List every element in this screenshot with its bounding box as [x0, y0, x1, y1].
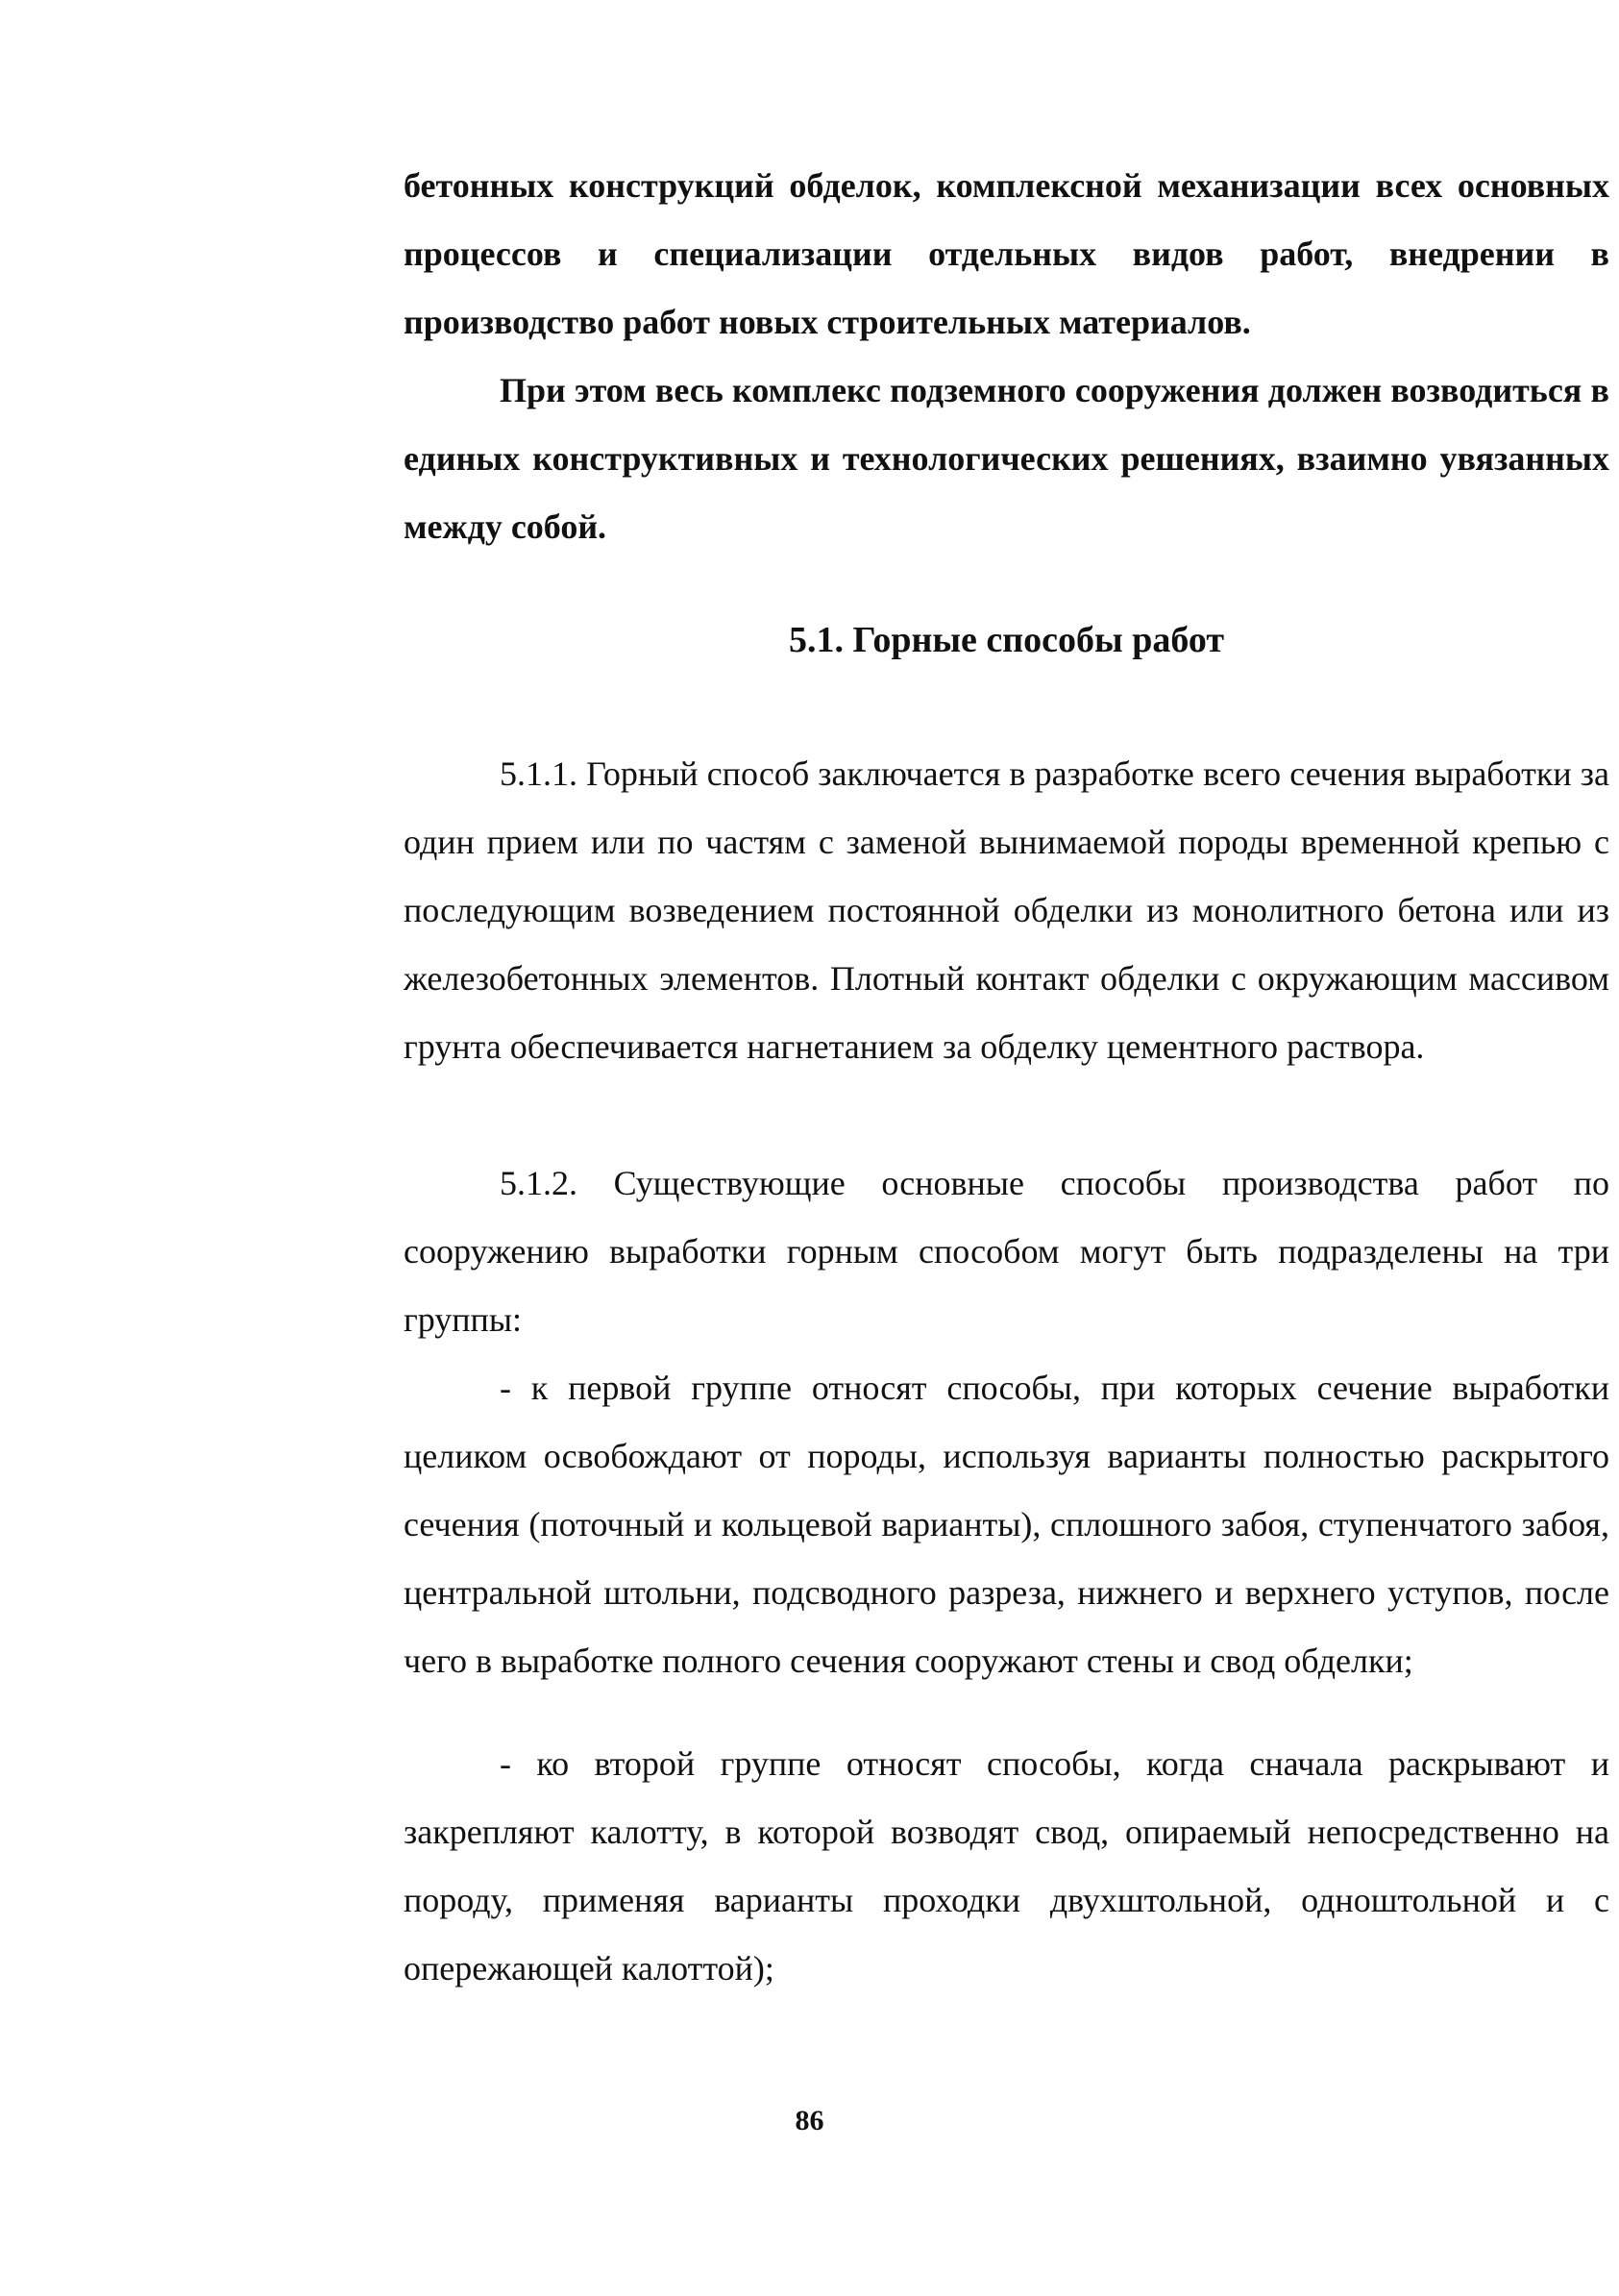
section-list-item-group-1: - к первой группе относят способы, при которых сечение выработки целиком освобождают от породы, используя варианты полностью раскрытого сечения (поточный и кольцевой варианты), сплошного забоя, ступенчатого забоя, центральной штольни, подсводного разреза, нижнего и верхнего уступов, после чего в выработке полного сечения сооружают стены и свод обделки; [404, 1369, 1609, 1680]
section-list-item-group-2: - ко второй группе относят способы, когда сначала раскрывают и закрепляют калотту, в которой возводят свод, опираемый непосредственно на породу, применяя варианты проходки двухштольной, одноштольной и с опережающей калоттой); [404, 1744, 1609, 1987]
page-number: 86 [795, 2105, 824, 2136]
section-paragraph-5-1-1: 5.1.1. Горный способ заключается в разработке всего сечения выработки за один прием или по частям с заменой вынимаемой породы временной крепью с последующим возведением постоянной обделки из монолитного бетона или из железобетонных элементов. Плотный контакт обделки с окружающим массивом грунта обеспечивается нагнетанием за обделку цементного раствора. [404, 754, 1609, 1066]
section-heading: 5.1. Горные способы работ [789, 620, 1224, 660]
intro-paragraph-1: бетонных конструкций обделок, комплексной механизации всех основных процессов и специализации отдельных видов работ, внедрении в производство работ новых строительных материалов. [404, 166, 1609, 341]
intro-paragraph-2: При этом весь комплекс подземного сооружения должен возводиться в единых конструктивных и технологических решениях, взаимно увязанных между собой. [404, 371, 1609, 546]
section-paragraph-5-1-2: 5.1.2. Существующие основные способы производства работ по сооружению выработки горным способом могут быть подразделены на три группы: [404, 1164, 1609, 1339]
